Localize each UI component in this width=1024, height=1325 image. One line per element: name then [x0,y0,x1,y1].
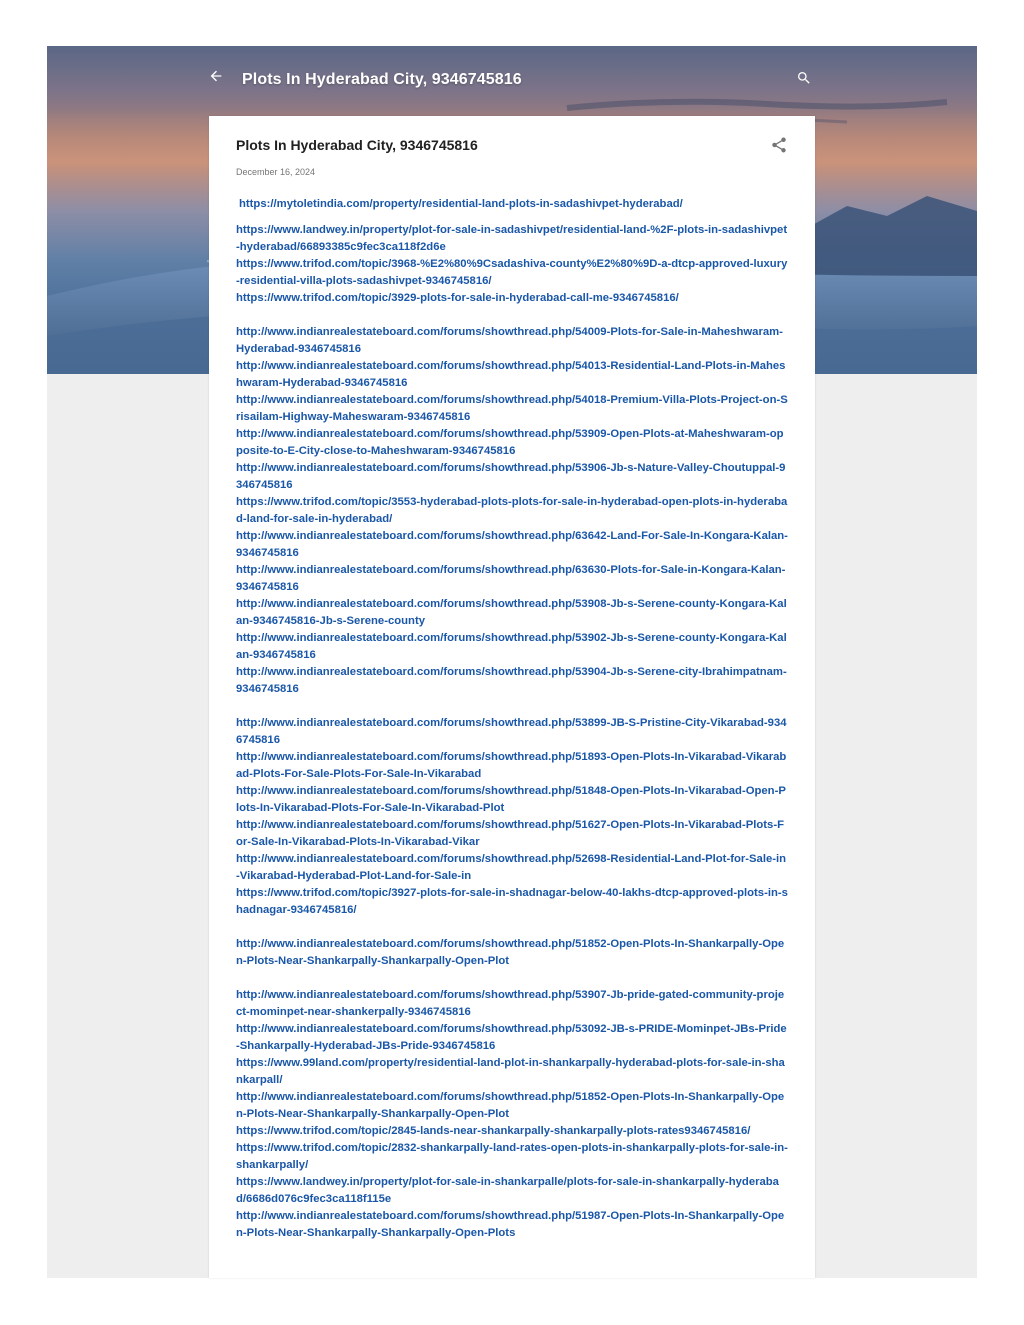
post-link[interactable]: http://www.indianrealestateboard.com/forums/showthread.php/53907-Jb-pride-gated-community-project-mominpet-near-shankerpally-9346745816 [236,989,785,1018]
post-link[interactable]: http://www.indianrealestateboard.com/forums/showthread.php/53092-JB-s-PRIDE-Mominpet-JBs-Pride-Shankarpally-Hyderabad-JBs-Pride-9346745816 [236,1023,787,1052]
post-link[interactable]: http://www.indianrealestateboard.com/forums/showthread.php/51893-Open-Plots-In-Vikarabad-Vikarabad-Plots-For-Sale-Plots-For-Sale-In-Vikarabad [236,751,787,780]
blog-title[interactable]: Plots In Hyderabad City, 9346745816 [242,71,522,88]
post-link[interactable]: http://www.indianrealestateboard.com/forums/showthread.php/53909-Open-Plots-at-Maheshwaram-opposite-to-E-City-close-to-Maheshwaram-9346745816 [236,428,784,457]
post-link[interactable]: https://www.trifod.com/topic/2832-shankarpally-land-rates-open-plots-in-shankarpally-plots-for-sale-in-shankarpally/ [236,1142,788,1171]
post-link[interactable]: https://mytoletindia.com/property/residential-land-plots-in-sadashivpet-hyderabad/ [239,198,683,210]
arrow-left-icon [208,68,224,84]
post-link[interactable]: http://www.indianrealestateboard.com/forums/showthread.php/51852-Open-Plots-In-Shankarpally-Open-Plots-Near-Shankarpally-Shankarpally-Open-Plot [236,1091,785,1120]
post-link[interactable]: http://www.indianrealestateboard.com/forums/showthread.php/51627-Open-Plots-In-Vikarabad-Plots-For-Sale-In-Vikarabad-Plots-In-Vikarabad-Vikar [236,819,784,848]
post-link[interactable]: http://www.indianrealestateboard.com/forums/showthread.php/54013-Residential-Land-Plots-in-Maheshwaram-Hyderabad-9346745816 [236,360,786,389]
search-icon [796,70,812,86]
paragraph-gap [236,698,788,715]
post-link[interactable]: http://www.indianrealestateboard.com/forums/showthread.php/53904-Jb-s-Serene-city-Ibrahimpatnam-9346745816 [236,666,787,695]
post-link[interactable]: http://www.indianrealestateboard.com/forums/showthread.php/63642-Land-For-Sale-In-Kongara-Kalan-9346745816 [236,530,788,559]
post-title: Plots In Hyderabad City, 9346745816 [236,137,478,153]
post-link[interactable]: https://www.trifod.com/topic/2845-lands-near-shankarpally-shankarpally-plots-rates9346745816/ [236,1125,751,1137]
post-link[interactable]: http://www.indianrealestateboard.com/forums/showthread.php/51848-Open-Plots-In-Vikarabad-Open-Plots-In-Vikarabad-Plots-For-Sale-In-Vikarabad-Plot [236,785,786,814]
back-button[interactable] [208,68,232,92]
post-link[interactable]: http://www.indianrealestateboard.com/forums/showthread.php/53902-Jb-s-Serene-county-Kongara-Kalan-9346745816 [236,632,787,661]
top-app-bar [208,68,818,92]
post-link[interactable]: http://www.indianrealestateboard.com/forums/showthread.php/51852-Open-Plots-In-Shankarpally-Open-Plots-Near-Shankarpally-Shankarpally-Open-Plot [236,938,785,967]
post-link[interactable]: https://www.trifod.com/topic/3927-plots-for-sale-in-shadnagar-below-40-lakhs-dtcp-approved-plots-in-shadnagar-9346745816/ [236,887,788,916]
post-link[interactable]: https://www.trifod.com/topic/3929-plots-for-sale-in-hyderabad-call-me-9346745816/ [236,292,679,304]
post-link[interactable]: https://www.99land.com/property/residential-land-plot-in-shankarpally-hyderabad-plots-for-sale-in-shankarpall/ [236,1057,785,1086]
paragraph-gap [236,307,788,324]
post-link[interactable]: http://www.indianrealestateboard.com/forums/showthread.php/53908-Jb-s-Serene-county-Kongara-Kalan-9346745816-Jb-s-Serene-county [236,598,787,627]
post-card [209,116,815,1278]
post-link[interactable]: http://www.indianrealestateboard.com/forums/showthread.php/54009-Plots-for-Sale-in-Maheshwaram-Hyderabad-9346745816 [236,326,783,355]
post-link[interactable]: https://www.landwey.in/property/plot-for-sale-in-shankarpalle/plots-for-sale-in-shankarpally-hyderabad/6686d076c9fec3ca118f115e [236,1176,779,1205]
post-link[interactable]: http://www.indianrealestateboard.com/forums/showthread.php/53906-Jb-s-Nature-Valley-Choutuppal-9346745816 [236,462,786,491]
post-link[interactable]: http://www.indianrealestateboard.com/forums/showthread.php/63630-Plots-for-Sale-in-Kongara-Kalan-9346745816 [236,564,786,593]
post-body [236,196,788,1242]
post-link[interactable]: http://www.indianrealestateboard.com/forums/showthread.php/53899-JB-S-Pristine-City-Vikarabad-9346745816 [236,717,787,746]
post-link[interactable]: http://www.indianrealestateboard.com/forums/showthread.php/52698-Residential-Land-Plot-for-Sale-in-Vikarabad-Hyderabad-Plot-Land-for-Sale-in [236,853,787,882]
post-link[interactable]: http://www.indianrealestateboard.com/forums/showthread.php/54018-Premium-Villa-Plots-Project-on-Srisailam-Highway-Maheswaram-9346745816 [236,394,788,423]
post-link[interactable]: https://www.landwey.in/property/plot-for-sale-in-sadashivpet/residential-land-%2F-plots-in-sadashivpet-hyderabad/66893385c9fec3ca118f2d6e [236,224,788,253]
post-date: December 16, 2024 [236,167,316,177]
search-button[interactable] [796,70,818,92]
post-link[interactable]: http://www.indianrealestateboard.com/forums/showthread.php/51987-Open-Plots-In-Shankarpally-Open-Plots-Near-Shankarpally-Shankarpally-Open-Plots [236,1210,785,1239]
share-button[interactable] [770,136,788,154]
paragraph-gap [236,970,788,987]
paragraph-gap [236,919,788,936]
post-link[interactable]: https://www.trifod.com/topic/3553-hyderabad-plots-plots-for-sale-in-hyderabad-open-plots-in-hyderabad-land-for-sale-in-hyderabad/ [236,496,788,525]
post-link[interactable]: https://www.trifod.com/topic/3968-%E2%80%9Csadashiva-county%E2%80%9D-a-dtcp-approved-luxury-residential-villa-plots-sadashivpet-9346745816/ [236,258,788,287]
share-icon [770,136,788,154]
